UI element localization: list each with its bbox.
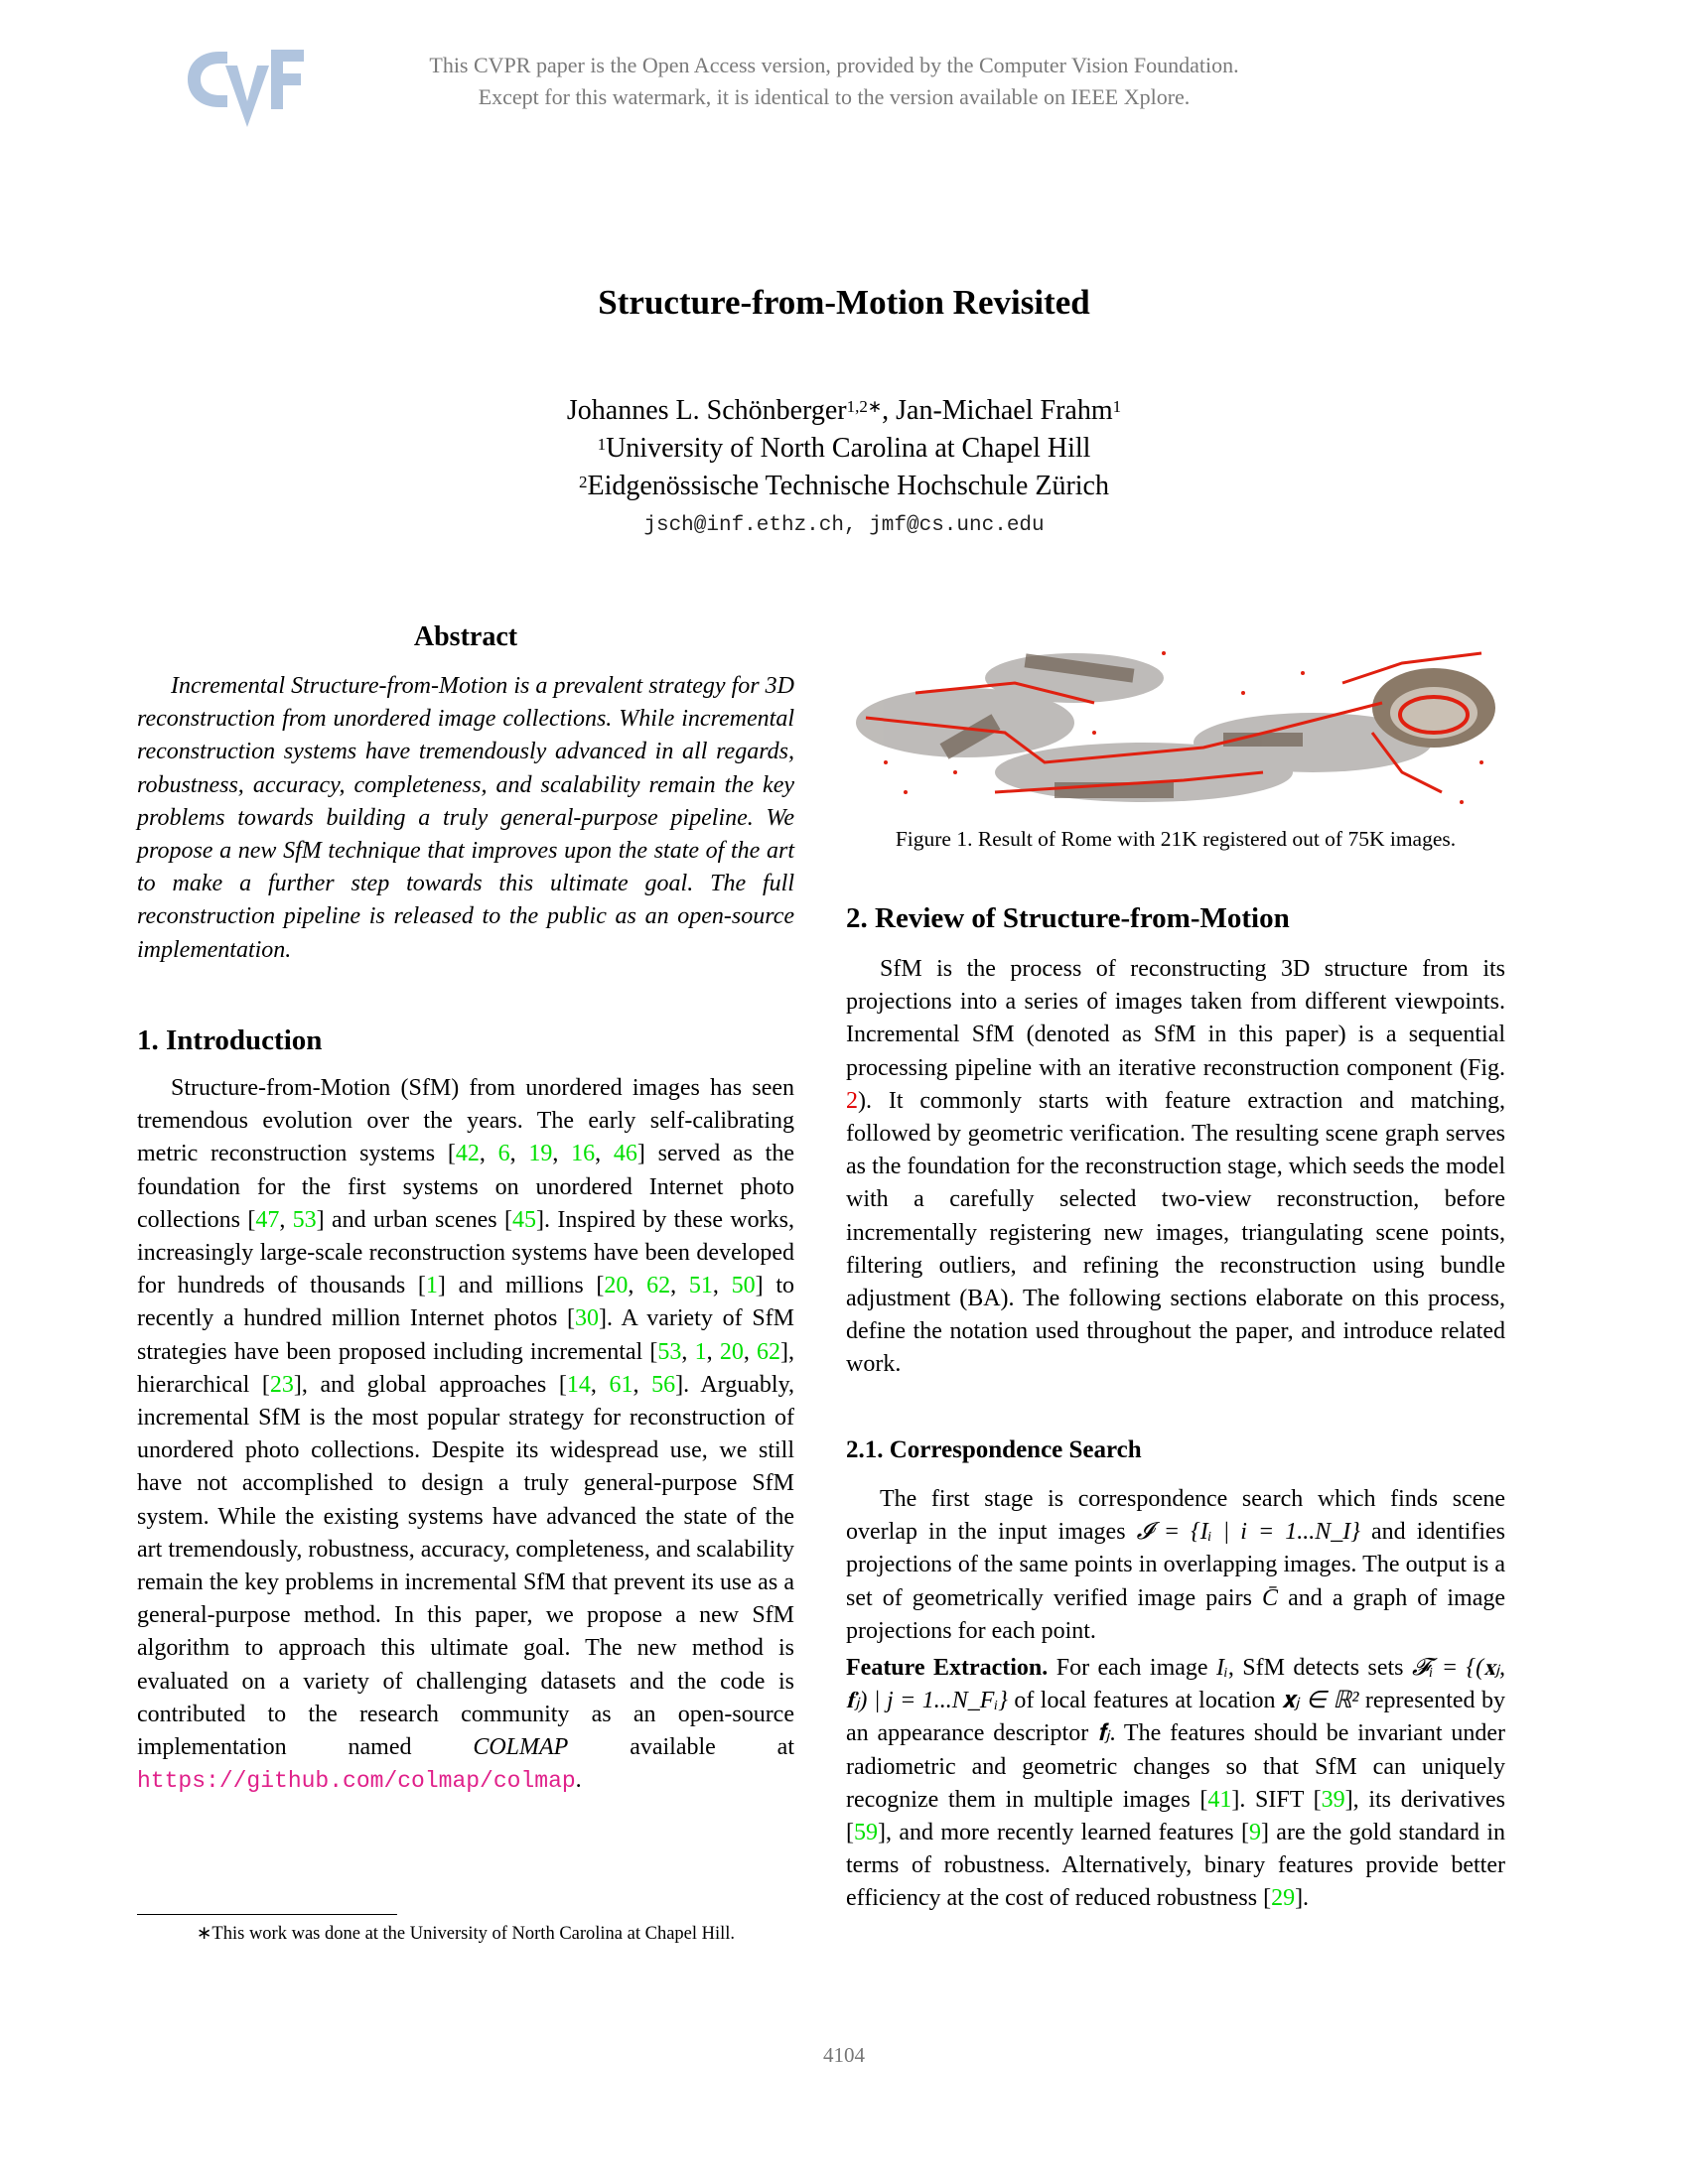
- citation-link[interactable]: 9: [1248, 1820, 1261, 1846]
- abstract-heading: Abstract: [413, 621, 518, 652]
- page-number: 4104: [823, 2043, 865, 2067]
- colosseum: [1372, 668, 1495, 748]
- github-url-link[interactable]: https://github.com/colmap/colmap: [137, 1768, 576, 1795]
- citation-link[interactable]: 30: [575, 1305, 600, 1332]
- abstract-body: [137, 670, 794, 967]
- figure-1-rome-reconstruction: [846, 623, 1505, 818]
- citation-link[interactable]: 41: [1207, 1786, 1232, 1813]
- math-verified-pairs: C̄: [1262, 1584, 1279, 1611]
- citation-link[interactable]: 23: [269, 1371, 294, 1398]
- math-image-i: Iᵢ: [1216, 1655, 1228, 1682]
- author-block: [0, 392, 1688, 505]
- citation-link[interactable]: 20: [719, 1338, 744, 1365]
- author-affiliation-sup: 1,2∗: [846, 397, 883, 416]
- colmap-name: COLMAP: [473, 1734, 569, 1761]
- author-name: Jan-Michael Frahm: [896, 395, 1113, 426]
- figure-2-reference-link[interactable]: 2: [846, 1087, 858, 1114]
- paper-title: Structure-from-Motion Revisited: [598, 283, 1090, 322]
- citation-link[interactable]: 45: [511, 1206, 536, 1233]
- cvf-logo: [182, 44, 306, 127]
- watermark-line-1: This CVPR paper is the Open Access version, provided by the Computer Vision Foundation.: [429, 53, 1239, 77]
- affiliation-sup: 1: [597, 435, 607, 454]
- citation-link[interactable]: 46: [613, 1141, 637, 1167]
- math-descriptor: 𝐟ⱼ: [1097, 1720, 1110, 1747]
- citation-link[interactable]: 6: [497, 1141, 510, 1167]
- author-affiliation-sup: 1: [1112, 397, 1122, 416]
- section-2-1-body: [846, 1483, 1505, 1916]
- affiliation-name: Eidgenössische Technische Hochschule Zürich: [587, 471, 1109, 501]
- figure-1-caption: Figure 1. Result of Rome with 21K registered out of 75K images.: [895, 827, 1457, 851]
- citation-link[interactable]: 53: [292, 1206, 317, 1233]
- citation-link[interactable]: 51: [688, 1273, 713, 1299]
- math-image-set: 𝓘 = {Iᵢ | i = 1...N_I}: [1136, 1519, 1360, 1546]
- citation-link[interactable]: 14: [566, 1371, 591, 1398]
- citation-link[interactable]: 56: [651, 1371, 676, 1398]
- math-feature-set: 𝓕ᵢ = {(𝐱ⱼ, 𝐟ⱼ) | j = 1...N_Fᵢ}: [846, 1655, 1506, 1714]
- citation-link[interactable]: 39: [1321, 1786, 1345, 1813]
- open-access-watermark: [298, 50, 1370, 113]
- section-2-body: [846, 953, 1505, 1382]
- abstract-text: Incremental Structure-from-Motion is a prevalent strategy for 3D reconstruction from unordered image collections. While incremental reconstruction systems have tremendously advanced in all regards, robustness, accuracy, completeness, and scalability remain the key problems towards building a truly general-purpose pipeline. We propose a new SfM technique that improves upon the state of the art to make a further step towards this ultimate goal. The full reconstruction pipeline is released to the public as an open-source implementation.: [137, 673, 794, 963]
- introduction-paragraph: Structure-from-Motion (SfM) from unordered images has seen tremendous evolution over the years. The early self-calibrating metric reconstruction systems [42, 6, 19, 16, 46] served as the foundation for the first systems on unordered Internet photo collections [47, 53] and urban scenes [45]. Inspired by these works, increasingly large-scale reconstruction systems have been developed for hundreds of thousands [1] and millions [20, 62, 51, 50] to recently a hundred million Internet photos [30]. A variety of SfM strategies have been proposed including incremental [53, 1, 20, 62], hierarchical [23], and global approaches [14, 61, 56]. Arguably, incremental SfM is the most popular strategy for reconstruction of unordered photo collections. Despite its widespread use, we still have not accomplished to design a truly general-purpose SfM system. While the existing systems have advanced the state of the art tremendously, robustness, accuracy, completeness, and scalability remain the key problems in incremental SfM that prevent its use as a general-purpose method. In this paper, we propose a new SfM algorithm to approach this ultimate goal. The new method is evaluated on a variety of challenging datasets and the code is contributed to the research community as an open-source implementation named COLMAP available at https://github.com/colmap/colmap.: [137, 1075, 795, 1795]
- author-separator: ,: [882, 395, 897, 426]
- citation-link[interactable]: 62: [646, 1273, 671, 1299]
- affiliation-sup: 2: [579, 473, 588, 491]
- citation-link[interactable]: 29: [1271, 1885, 1296, 1912]
- citation-link[interactable]: 20: [604, 1273, 629, 1299]
- citation-link[interactable]: 1: [425, 1273, 438, 1299]
- citation-link[interactable]: 62: [757, 1338, 781, 1365]
- affiliation-name: University of North Carolina at Chapel Hill: [606, 433, 1091, 464]
- footnote: ∗This work was done at the University of North Carolina at Chapel Hill.: [196, 1924, 736, 1944]
- citation-link[interactable]: 19: [528, 1141, 553, 1167]
- section-heading-introduction: 1. Introduction: [137, 1024, 323, 1056]
- affiliation-line: [0, 468, 1688, 505]
- feature-extraction-paragraph: Feature Extraction. For each image Iᵢ, SfM detects sets 𝓕ᵢ = {(𝐱ⱼ, 𝐟ⱼ) | j = 1...N_Fᵢ} of local features at location 𝐱ⱼ ∈ ℝ² represented by an appearance descriptor 𝐟ⱼ. The features should be invariant under radiometric and geometric changes so that SfM can uniquely recognize them in multiple images [41]. SIFT [39], its derivatives [59], and more recently learned features [9] are the gold standard in terms of robustness. Alternatively, binary features provide better efficiency at the cost of reduced robustness [29].: [846, 1655, 1506, 1912]
- citation-link[interactable]: 50: [731, 1273, 756, 1299]
- introduction-body: [137, 1072, 794, 1798]
- section-2-paragraph: SfM is the process of reconstructing 3D structure from its projections into a series of images taken from different viewpoints. Incremental SfM (denoted as SfM in this paper) is a sequential processing pipeline with an iterative reconstruction component (Fig. 2). It commonly starts with feature extraction and matching, followed by geometric verification. The resulting scene graph serves as the foundation for the reconstruction stage, which seeds the model with a carefully selected two-view reconstruction, before incrementally registering new images, triangulating scene points, filtering outliers, and refining the reconstruction using bundle adjustment (BA). The following sections elaborate on this process, define the notation used throughout the paper, and introduce related work.: [846, 956, 1505, 1378]
- citation-link[interactable]: 53: [657, 1338, 682, 1365]
- author-emails[interactable]: jsch@inf.ethz.ch, jmf@cs.unc.edu: [643, 514, 1045, 537]
- feature-extraction-label: Feature Extraction.: [846, 1655, 1049, 1682]
- math-location: 𝐱ⱼ ∈ ℝ²: [1281, 1688, 1359, 1714]
- author-name: Johannes L. Schönberger: [566, 395, 847, 426]
- correspondence-search-paragraph: The first stage is correspondence search which finds scene overlap in the input images 𝓘 = {Iᵢ | i = 1...N_I} and identifies projections of the same points in overlapping images. The output is a set of geometrically verified image pairs C̄ and a graph of image projections for each point.: [846, 1486, 1505, 1644]
- author-line: [0, 392, 1688, 430]
- citation-link[interactable]: 59: [854, 1820, 878, 1846]
- citation-link[interactable]: 16: [571, 1141, 596, 1167]
- affiliation-line: [0, 430, 1688, 468]
- section-heading-review-sfm: 2. Review of Structure-from-Motion: [846, 902, 1290, 934]
- citation-link[interactable]: 61: [609, 1371, 633, 1398]
- citation-link[interactable]: 47: [255, 1206, 280, 1233]
- footnote-rule: [137, 1914, 397, 1915]
- point-cloud-gray: [856, 653, 1432, 802]
- citation-link[interactable]: 42: [455, 1141, 480, 1167]
- citation-link[interactable]: 1: [694, 1338, 707, 1365]
- subsection-heading-correspondence-search: 2.1. Correspondence Search: [846, 1436, 1142, 1463]
- watermark-line-2: Except for this watermark, it is identical to the version available on IEEE Xplore.: [478, 84, 1191, 109]
